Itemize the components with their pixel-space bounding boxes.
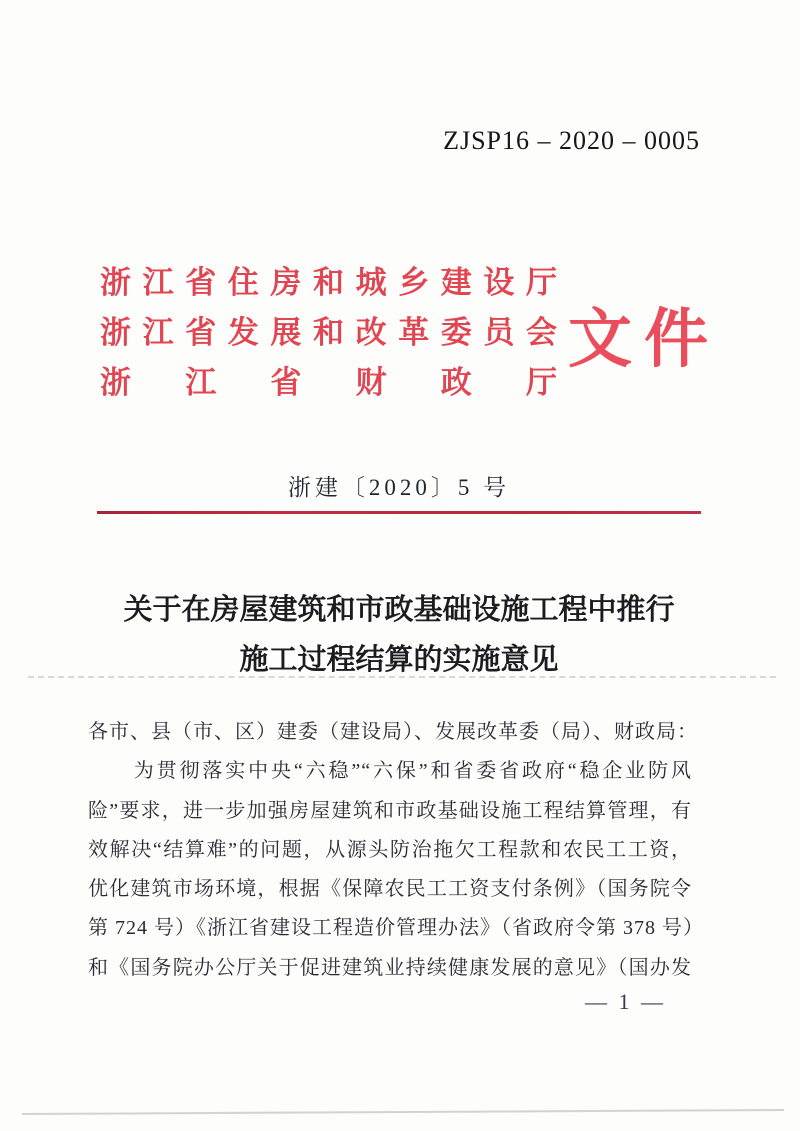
body-salutation-line: 各市、县（市、区）建委（建设局）、发展改革委（局）、财政局： — [88, 721, 698, 743]
body-text-line: 险”要求，进一步加强房屋建筑和市政基础设施工程结算管理，有 — [88, 799, 692, 822]
letterhead-doc-type: 文件 — [568, 304, 720, 375]
body-text-line: 第 724 号）《浙江省建设工程造价管理办法》（省政府令第 378 号） — [88, 917, 704, 940]
body-text-line: 和《国务院办公厅关于促进建筑业持续健康发展的意见》（国办发 — [88, 956, 692, 979]
body-text-line: 优化建筑市场环境，根据《保障农民工工资支付条例》（国务院令 — [88, 878, 692, 901]
letterhead-red-rule — [97, 511, 701, 514]
document-title-line-1: 关于在房屋建筑和市政基础设施工程中推行 — [123, 594, 675, 626]
document-body — [88, 713, 704, 988]
scan-artifact-bottom-edge — [22, 1109, 784, 1115]
document-number: 浙建〔2020〕5 号 — [287, 475, 511, 500]
letterhead-org-line-3: 浙江省财政厅 — [100, 365, 557, 400]
letterhead-org-line-1: 浙江省住房和城乡建设厅 — [100, 265, 557, 300]
page-number: — 1 — — [585, 989, 666, 1014]
document-title-line-2: 施工过程结算的实施意见 — [239, 644, 559, 676]
letterhead-org-block — [100, 258, 557, 408]
document-title — [97, 585, 701, 685]
archival-doc-code: ZJSP16 – 2020 – 0005 — [443, 126, 700, 155]
letterhead-org-line-2: 浙江省发展和改革委员会 — [100, 315, 557, 350]
scan-artifact-dashed-line — [28, 676, 776, 678]
body-text-line: 为贯彻落实中央“六稳”“六保”和省委省政府“稳企业防风 — [88, 760, 692, 783]
body-text-line: 效解决“结算难”的问题，从源头防治拖欠工程款和农民工工资， — [88, 838, 692, 861]
